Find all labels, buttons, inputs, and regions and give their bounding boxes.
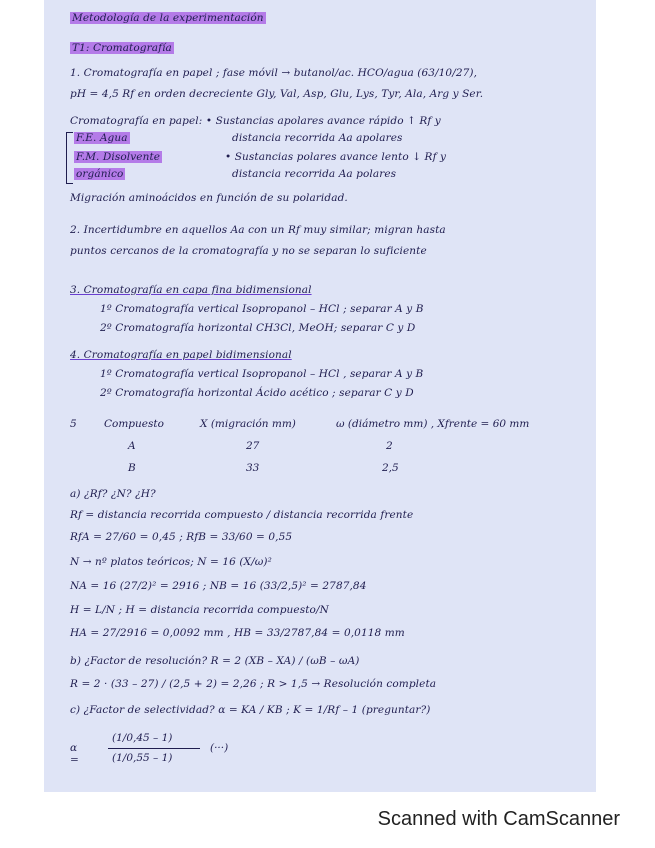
line-n-values: NA = 16 (27/2)² = 2916 ; NB = 16 (33/2,5)² = 2787,84 — [70, 580, 367, 592]
line-2-incertidumbre: 2. Incertidumbre en aquellos Aa con un Rf muy similar; migran hasta — [70, 224, 446, 236]
table-row-b-w: 2,5 — [382, 462, 399, 474]
line-organico: orgánico — [76, 168, 124, 180]
line-h-def: H = L/N ; H = distancia recorrida compuesto/N — [70, 604, 329, 616]
line-3-header: 3. Cromatografía en capa fina bidimensional — [70, 284, 312, 296]
line-2-cont: puntos cercanos de la cromatografía y no se separan lo suficiente — [70, 245, 427, 257]
line-n-def: N → nº platos teóricos; N = 16 (X/ω)² — [70, 556, 272, 568]
line-3-step2: 2º Cromatografía horizontal CH3Cl, MeOH; separar C y D — [100, 322, 416, 334]
line-3-step1: 1º Cromatografía vertical Isopropanol – HCl ; separar A y B — [100, 303, 424, 315]
camscanner-watermark: Scanned with CamScanner — [377, 808, 620, 830]
alpha-symbol: α = — [70, 742, 79, 766]
line-2: pH = 4,5 Rf en orden decreciente Gly, Val, Asp, Glu, Lys, Tyr, Ala, Arg y Ser. — [70, 88, 484, 100]
q5-number: 5 — [70, 418, 77, 430]
line-4-step2: 2º Cromatografía horizontal Ácido acético ; separar C y D — [100, 387, 414, 399]
line-a-question: a) ¿Rf? ¿N? ¿H? — [70, 488, 156, 500]
table-header-x: X (migración mm) — [200, 418, 296, 430]
line-fe: F.E. Agua — [76, 132, 128, 144]
line-r-value: R = 2 · (33 – 27) / (2,5 + 2) = 2,26 ; R > 1,5 → Resolución completa — [70, 678, 437, 690]
table-row-b-x: 33 — [246, 462, 260, 474]
table-row-a-x: 27 — [246, 440, 260, 452]
table-header-compuesto: Compuesto — [104, 418, 164, 430]
line-migracion: Migración aminoácidos en función de su polaridad. — [70, 192, 348, 204]
bracket — [66, 132, 73, 184]
alpha-denominator: (1/0,55 – 1) — [112, 752, 173, 764]
section-t1: T1: Cromatografía — [72, 42, 172, 54]
table-row-b-compound: B — [128, 462, 136, 474]
line-4-header: 4. Cromatografía en papel bidimensional — [70, 349, 292, 361]
line-4-step1: 1º Cromatografía vertical Isopropanol – HCl , separar A y B — [100, 368, 424, 380]
line-rf-values: RfA = 27/60 = 0,45 ; RfB = 33/60 = 0,55 — [70, 531, 293, 543]
line-rf-def: Rf = distancia recorrida compuesto / distancia recorrida frente — [70, 509, 414, 521]
line-fm-desc: • Sustancias polares avance lento ↓ Rf y — [225, 151, 447, 163]
fraction-bar — [108, 748, 200, 749]
line-c-selectivity: c) ¿Factor de selectividad? α = KA / KB ; K = 1/Rf – 1 (preguntar?) — [70, 704, 431, 716]
line-3: Cromatografía en papel: • Sustancias apolares avance rápido ↑ Rf y — [70, 115, 441, 127]
ellipsis: (···) — [210, 742, 229, 754]
line-fe-desc: distancia recorrida Aa apolares — [232, 132, 403, 144]
table-header-w: ω (diámetro mm) , Xfrente = 60 mm — [336, 418, 530, 430]
notes-title: Metodología de la experimentación — [72, 12, 264, 24]
line-polares-desc: distancia recorrida Aa polares — [232, 168, 397, 180]
table-row-a-compound: A — [128, 440, 136, 452]
alpha-numerator: (1/0,45 – 1) — [112, 732, 173, 744]
table-row-a-w: 2 — [386, 440, 393, 452]
line-b-resolution: b) ¿Factor de resolución? R = 2 (XB – XA) / (ωB – ωA) — [70, 655, 360, 667]
line-1: 1. Cromatografía en papel ; fase móvil → butanol/ac. HCO/agua (63/10/27), — [70, 67, 478, 79]
line-fm: F.M. Disolvente — [76, 151, 161, 163]
line-h-values: HA = 27/2916 = 0,0092 mm , HB = 33/2787,84 = 0,0118 mm — [70, 627, 405, 639]
